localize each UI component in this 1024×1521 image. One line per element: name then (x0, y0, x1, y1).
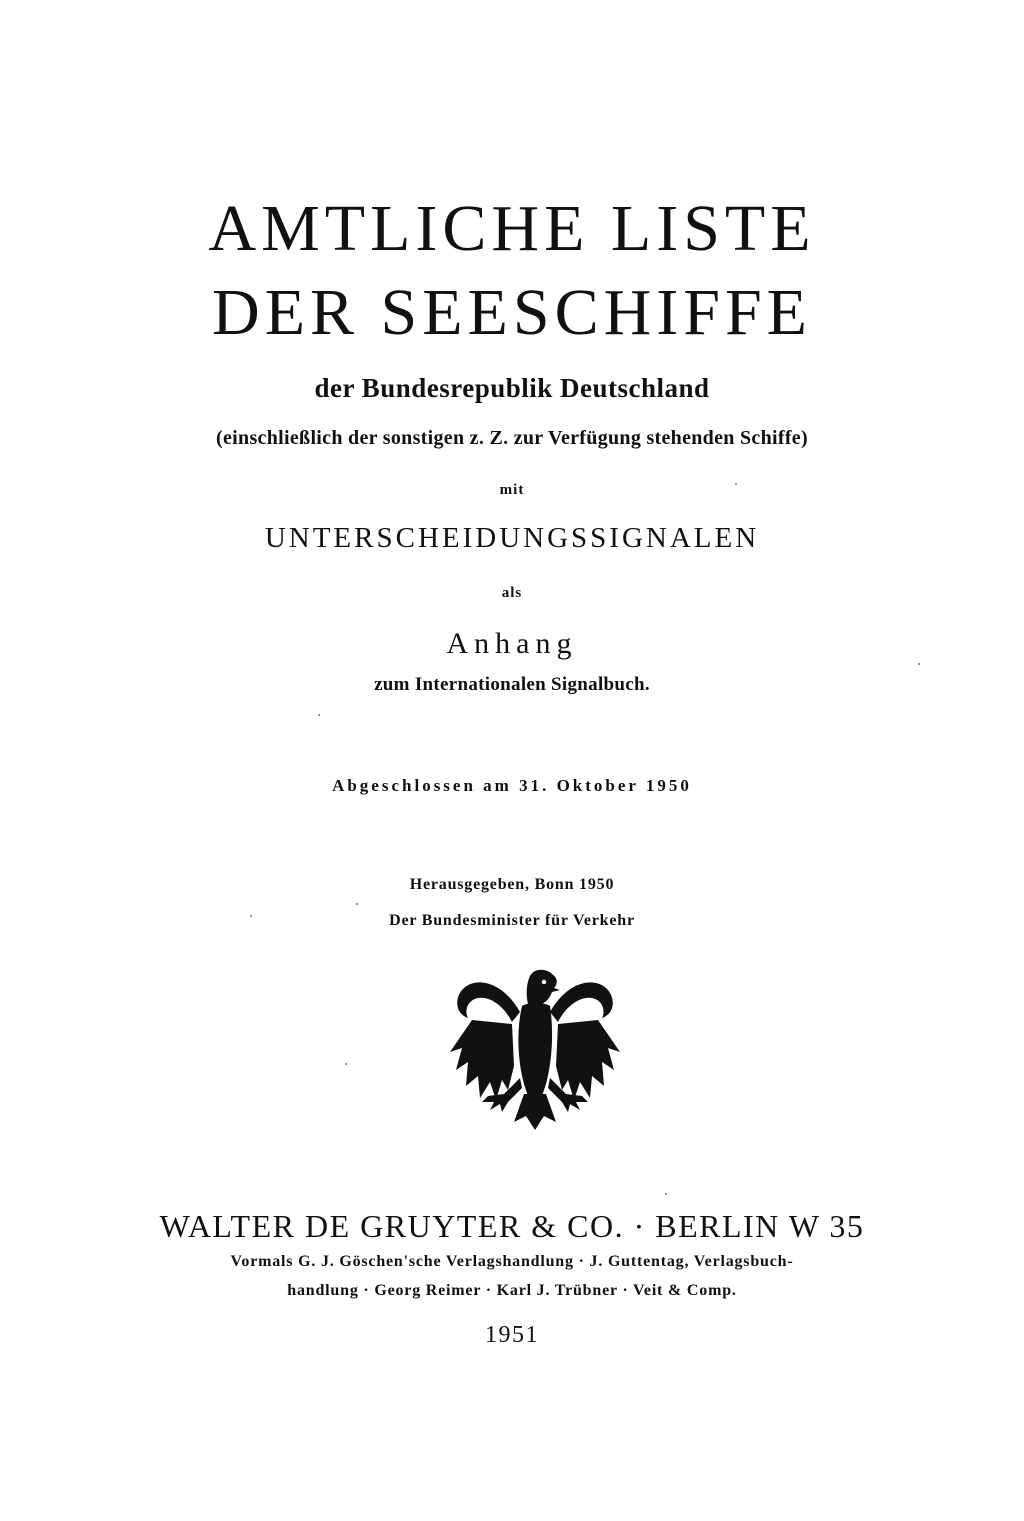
anhang-subtitle: zum Internationalen Signalbuch. (374, 674, 650, 695)
anhang-heading: Anhang (446, 627, 578, 660)
print-speck (735, 483, 737, 485)
eagle-icon (442, 962, 628, 1132)
print-speck (918, 663, 920, 665)
issuer-line: Der Bundesminister für Verkehr (389, 912, 635, 929)
print-speck (345, 1063, 347, 1065)
publisher-history-2: handlung · Georg Reimer · Karl J. Trübner · Veit & Comp. (287, 1282, 737, 1299)
print-speck (356, 903, 358, 905)
mit-label: mit (499, 482, 525, 498)
title-line-1: AMTLICHE LISTE (208, 192, 816, 265)
publisher-name: WALTER DE GRUYTER & CO. · BERLIN W 35 (159, 1208, 865, 1244)
signals-heading: UNTERSCHEIDUNGSSIGNALEN (264, 522, 760, 554)
subtitle: der Bundesrepublik Deutschland (314, 373, 710, 403)
als-label: als (501, 585, 523, 601)
parenthetical-note: (einschließlich der sonstigen z. Z. zur Verfügung stehenden Schiffe) (216, 427, 808, 449)
publisher-history-1: Vormals G. J. Göschen'sche Verlagshandlung · J. Guttentag, Verlagsbuch- (230, 1253, 794, 1270)
print-speck (665, 1193, 667, 1195)
publication-year: 1951 (485, 1322, 539, 1348)
print-speck (250, 915, 252, 917)
closing-date: Abgeschlossen am 31. Oktober 1950 (332, 776, 692, 795)
print-speck (318, 714, 320, 716)
title-line-2: DER SEESCHIFFE (212, 276, 812, 349)
issued-line: Herausgegeben, Bonn 1950 (409, 876, 615, 893)
